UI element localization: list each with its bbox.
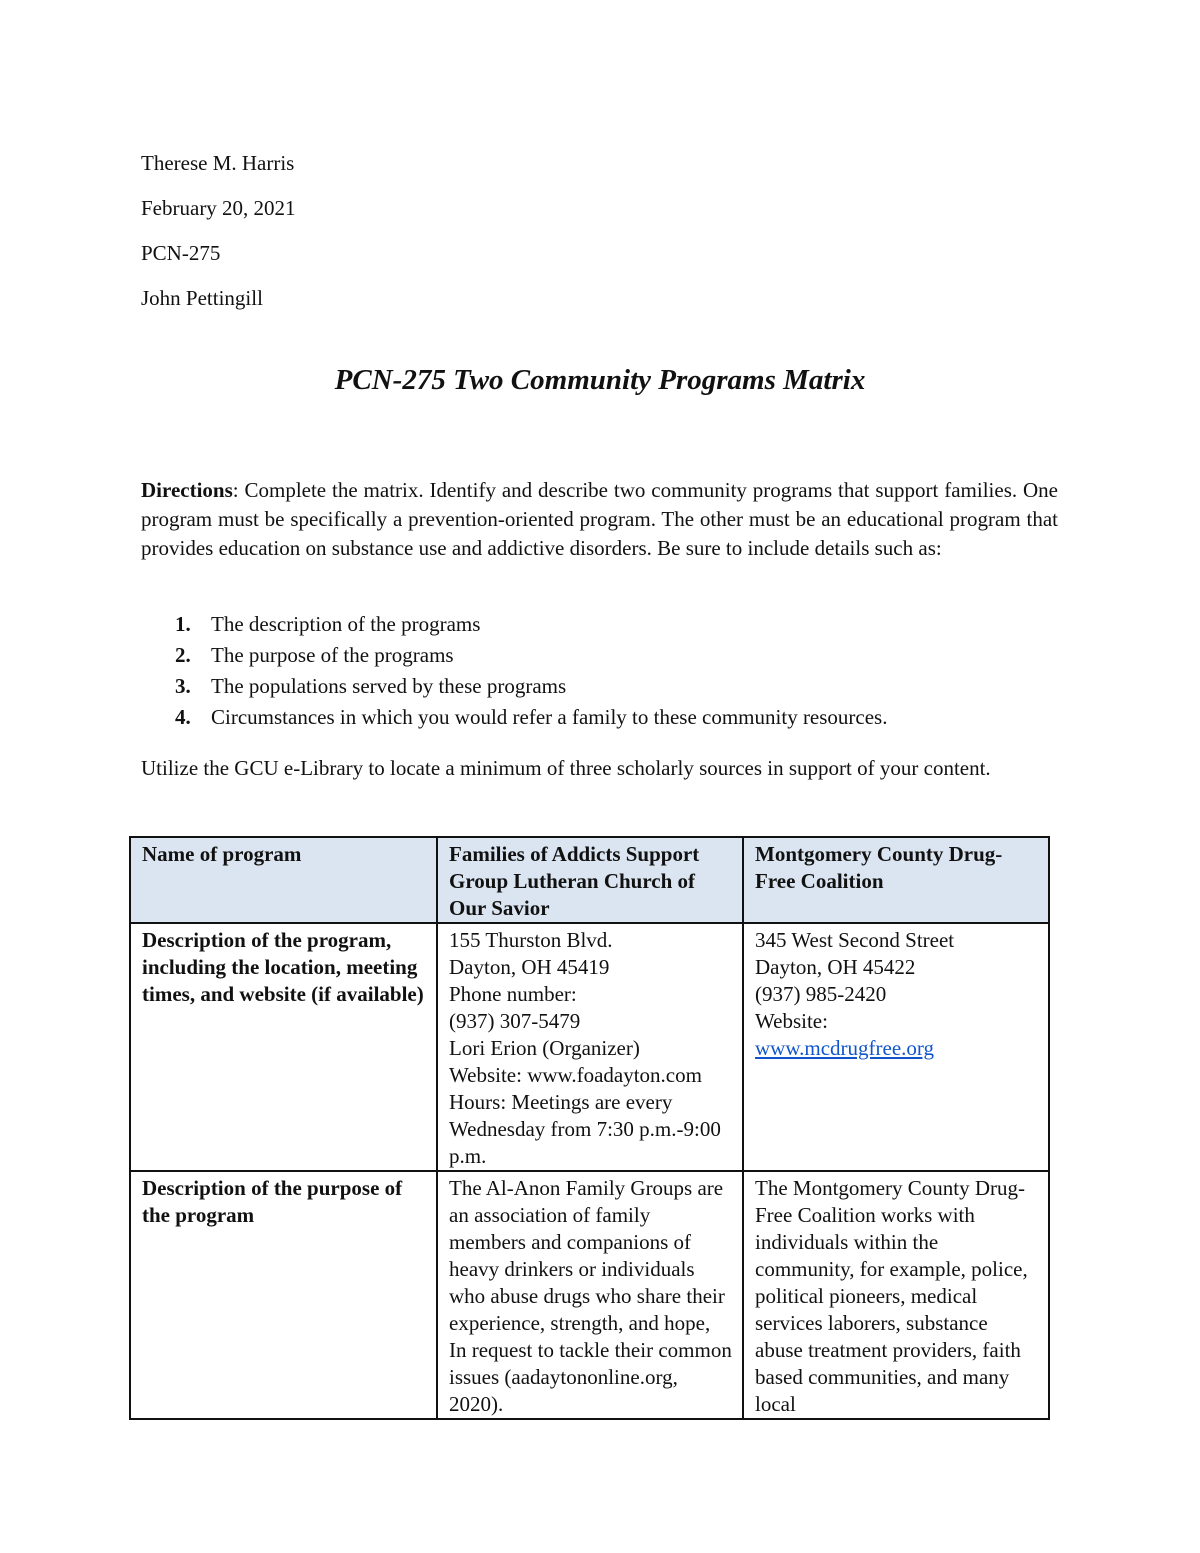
- programs-matrix-table: [129, 836, 1050, 1420]
- list-item-text: The populations served by these programs: [211, 674, 567, 698]
- program-2-purpose-cell: The Montgomery County Drug-Free Coalition works with individuals within the community, for example, police, political pioneers, medical services laborers, substance abuse treatment providers, faith based communities, and many local: [743, 1171, 1049, 1419]
- organizer: Lori Erion (Organizer): [449, 1036, 640, 1060]
- list-item-text: Circumstances in which you would refer a family to these community resources.: [211, 705, 888, 729]
- address-city: Dayton, OH 45419: [449, 955, 610, 979]
- document-title: PCN-275 Two Community Programs Matrix: [334, 364, 866, 396]
- list-item: [141, 640, 1058, 671]
- list-item: [141, 702, 1058, 733]
- table-header-row: [130, 837, 1049, 923]
- header-cell-program-2: Montgomery County Drug-Free Coalition: [743, 837, 1049, 923]
- table-row: [130, 923, 1049, 1171]
- website-link[interactable]: www.mcdrugfree.org: [755, 1036, 935, 1060]
- list-item-number: 3.: [175, 674, 191, 698]
- address-street: 345 West Second Street: [755, 928, 955, 952]
- list-item: [141, 671, 1058, 702]
- directions-label: Directions: [141, 478, 233, 502]
- instructor-name: John Pettingill: [141, 286, 263, 310]
- website: Website: www.foadayton.com: [449, 1063, 702, 1087]
- program-1-description-cell: [437, 923, 743, 1171]
- course-code: PCN-275: [141, 241, 221, 265]
- table-row: [130, 1171, 1049, 1419]
- website-label: Website:: [755, 1009, 828, 1033]
- directions-text: : Complete the matrix. Identify and describe two community programs that support families. One program must be specifically a prevention-oriented program. The other must be an educational program that provides education on substance use and addictive disorders. Be sure to include details such as:: [141, 478, 1058, 560]
- list-item-text: The purpose of the programs: [211, 643, 454, 667]
- author-name: Therese M. Harris: [141, 151, 295, 175]
- address-street: 155 Thurston Blvd.: [449, 928, 613, 952]
- list-item-number: 4.: [175, 705, 191, 729]
- submission-date: February 20, 2021: [141, 196, 296, 220]
- list-item-number: 1.: [175, 612, 191, 636]
- utilize-paragraph: Utilize the GCU e-Library to locate a minimum of three scholarly sources in support of your content.: [141, 756, 991, 780]
- phone-number: (937) 985-2420: [755, 982, 887, 1006]
- header-cell-program-1: Families of Addicts Support Group Lutheran Church of Our Savior: [437, 837, 743, 923]
- meeting-hours: Hours: Meetings are every Wednesday from 7:30 p.m.-9:00 p.m.: [449, 1090, 721, 1168]
- list-item-text: The description of the programs: [211, 612, 481, 636]
- header-block: [141, 141, 296, 321]
- address-city: Dayton, OH 45422: [755, 955, 916, 979]
- row-label-description: Description of the program, including the location, meeting times, and website (if available): [130, 923, 437, 1171]
- program-2-description-cell: [743, 923, 1049, 1171]
- header-cell-name-of-program: Name of program: [130, 837, 437, 923]
- phone-number: (937) 307-5479: [449, 1009, 581, 1033]
- phone-label: Phone number:: [449, 982, 577, 1006]
- requirements-list: [141, 609, 1058, 733]
- program-1-purpose-cell: The Al-Anon Family Groups are an association of family members and companions of heavy drinkers or individuals who abuse drugs who share their experience, strength, and hope, In request to tackle their common issues (aadaytononline.org, 2020).: [437, 1171, 743, 1419]
- list-item: [141, 609, 1058, 640]
- row-label-purpose: Description of the purpose of the program: [130, 1171, 437, 1419]
- directions-paragraph: [141, 476, 1058, 563]
- list-item-number: 2.: [175, 643, 191, 667]
